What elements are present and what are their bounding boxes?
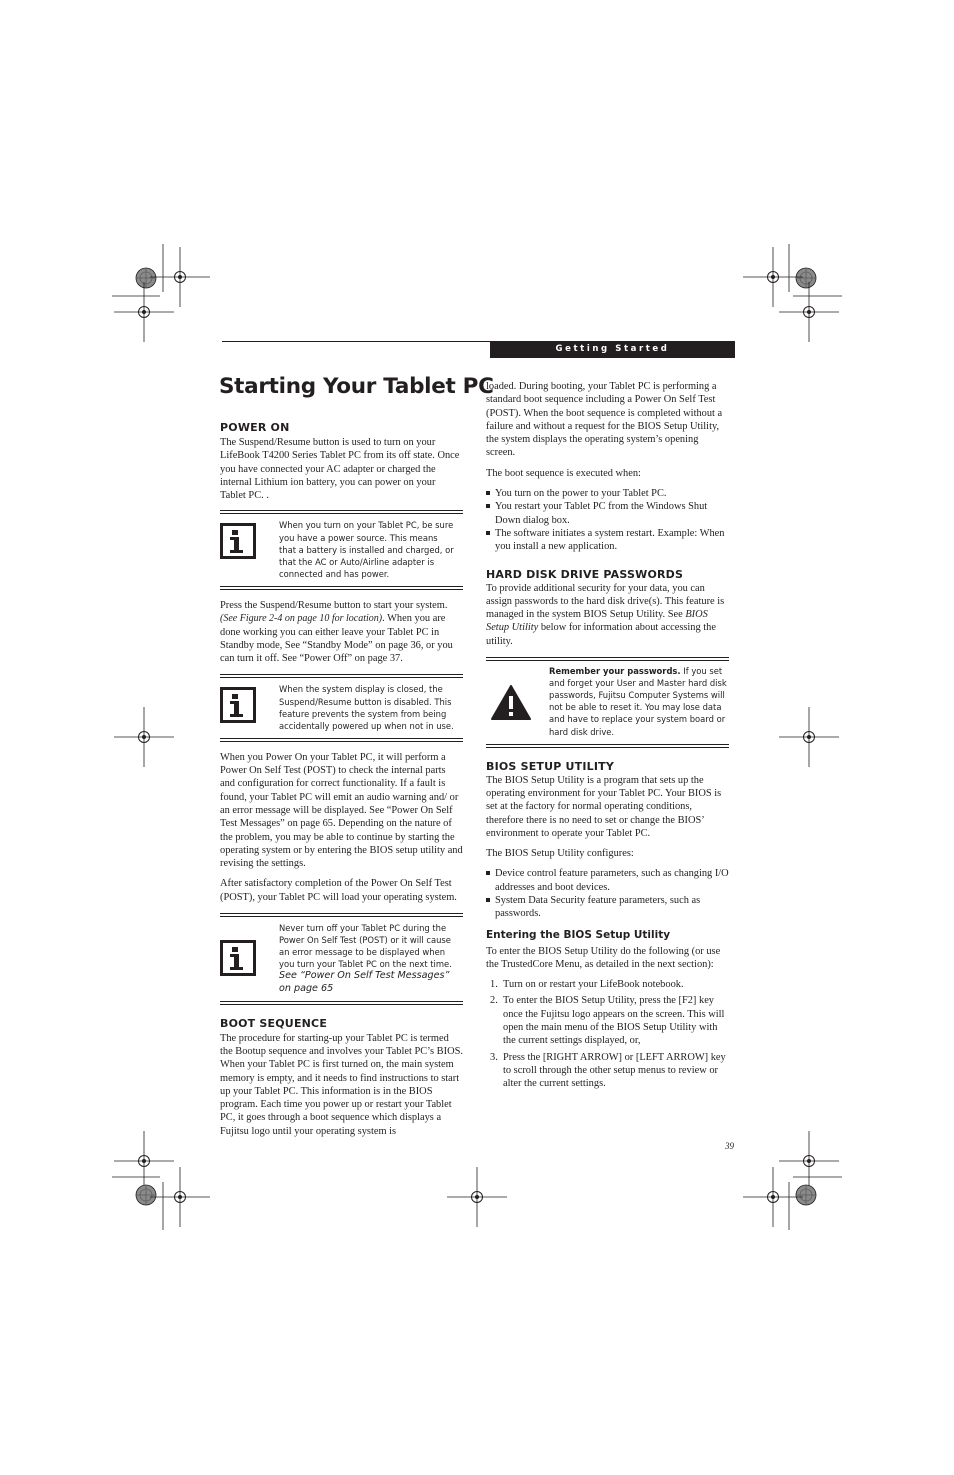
bios-setup-reference: BIOS Setup Utility [486,609,708,634]
note-1-text: When you turn on your Tablet PC, be sure you have a power source. This means that a battery is installed and charged, or that the AC or Auto/Airline adapter is connected and has power. [279,520,454,579]
warning-text: Remember your passwords. If you set and forget your User and Master hard disk passwords, Fujitsu Computer Systems will not be able to reset it. You may lose data and have to replace your system board or hard disk drive. [549,666,727,737]
hdd-passwords-para: To provide additional security for your data, you can assign passwords to the hard disk drive(s). This feature is managed in the system BIOS Setup Utility. See BIOS Setup Utility below for information about accessing the utility. [486,582,725,647]
note-2-text: When the system display is closed, the Suspend/Resume button is disabled. This feature prevents the system from being accidentally powered up when not in use. [279,684,454,731]
list-item: System Data Security feature parameters, such as passwords. [486,894,729,921]
power-on-para-1: The Suspend/Resume button is used to turn on your LifeBook T4200 Series Tablet PC from its off state. Once you have connected your AC adapter or charged the internal Lithium ion battery, you can power on your Tablet PC. . [220,437,460,502]
list-item: The software initiates a system restart. Example: When you install a new application. [486,527,729,554]
right-column [486,380,729,1091]
page-number: 39 [725,1141,734,1151]
boot-when-para: The boot sequence is executed when: [486,467,641,479]
list-item: Device control feature parameters, such as changing I/O addresses and boot devices. [486,867,729,894]
bios-setup-para-1: The BIOS Setup Utility is a program that sets up the operating environment for your Tablet PC. Your BIOS is set at the factory for normal operating conditions, therefore there is no need to set or change the BIOS’ environment to operate your Tablet PC. [486,774,722,839]
power-on-heading: POWER ON [220,421,290,434]
info-note-2 [220,674,463,741]
list-item: You restart your Tablet PC from the Windows Shut Down dialog box. [486,500,729,527]
info-icon [220,519,279,579]
hdd-passwords-heading: HARD DISK DRIVE PASSWORDS [486,567,684,581]
note-3-text: Never turn off your Tablet PC during the Power On Self Test (POST) or it will cause an error message to be displayed when you turn your Tablet PC on the next time. [279,923,452,970]
bios-setup-heading: BIOS SETUP UTILITY [486,759,615,773]
list-item: You turn on the power to your Tablet PC. [486,487,729,500]
left-column [220,421,463,1138]
list-item: 1. Turn on or restart your LifeBook notebook. [490,979,684,991]
bios-steps-list [486,978,729,1090]
warning-icon [486,665,549,738]
note-3-reference: See “Power On Self Test Messages” on page 65 [279,970,450,994]
boot-bullet-list [486,487,729,553]
header-rule [222,341,490,342]
entering-bios-heading: Entering the BIOS Setup Utility [486,928,671,941]
info-icon [220,922,279,995]
bios-setup-para-3: To enter the BIOS Setup Utility do the following (or use the TrustedCore Menu, as detailed in the next section): [486,945,721,970]
bios-setup-para-2: The BIOS Setup Utility configures: [486,848,634,860]
info-note-3 [220,913,463,1005]
info-icon [220,683,279,731]
page-title: Starting Your Tablet PC [219,374,494,399]
section-label: Getting Started [555,344,670,354]
boot-sequence-heading: BOOT SEQUENCE [220,1016,328,1030]
power-on-para-3: When you Power On your Tablet PC, it will perform a Power On Self Test (POST) to check the internal parts and configuration for correct functionality. If a fault is found, your Tablet PC will emit an audio warning and/ or an error message will be displayed. See “Power On Self Test Messages” on page 65. Depending on the nature of the problem, you may be able to continue by starting the operating system or by entering the BIOS setup utility and revising the settings. [220,751,463,870]
power-on-para-4: After satisfactory completion of the Power On Self Test (POST), your Tablet PC will load your operating system. [220,878,457,903]
list-item: 2. To enter the BIOS Setup Utility, press the [F2] key once the Fujitsu logo appears on the screen. This will open the main menu of the BIOS Setup Utility with the current settings displayed, or, [490,995,725,1047]
warning-note [486,657,729,748]
bios-bullet-list [486,867,729,920]
section-tab [490,341,735,358]
figure-reference: (See Figure 2-4 on page 10 for location) [220,613,383,625]
boot-sequence-para: The procedure for starting-up your Tablet PC is termed the Bootup sequence and involves your Tablet PC’s BIOS. When your Tablet PC is first turned on, the main system memory is empty, and it needs to find instructions to start up your Tablet PC. This information is in the BIOS program. Each time you power up or restart your Tablet PC, it goes through a boot sequence which displays a Fujitsu logo until your operating system is [220,1032,463,1137]
list-item: 3. Press the [RIGHT ARROW] or [LEFT ARROW] key to scroll through the other setup menus to review or alter the current settings. [490,1051,726,1090]
power-on-para-2: Press the Suspend/Resume button to start your system.(See Figure 2-4 on page 10 for location). When you are done working you can either leave your Tablet PC in Standby mode, See “Standby Mode” on page 36, or you can turn it off. See “Power Off” on page 37. [220,599,453,665]
boot-continued-para: loaded. During booting, your Tablet PC is performing a standard boot sequence including a Power On Self Test (POST). When the boot sequence is completed without a failure and without a request for the BIOS Setup Utility, the system displays the operating system’s opening screen. [486,381,723,459]
info-note-1 [220,510,463,589]
